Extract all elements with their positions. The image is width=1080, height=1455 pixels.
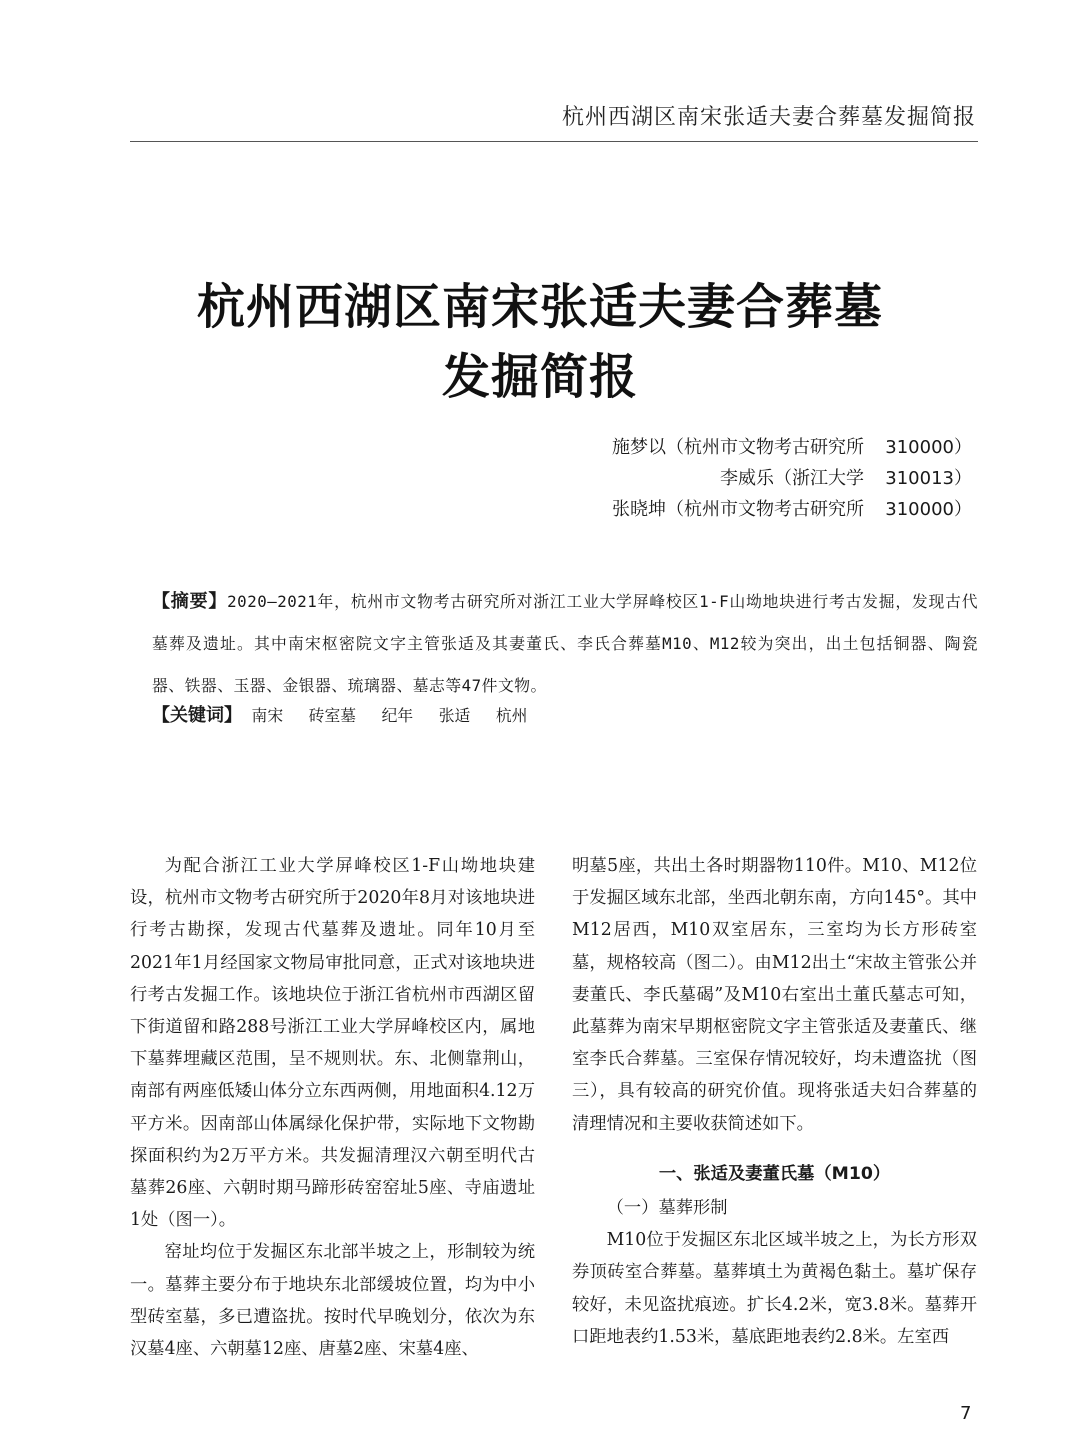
running-head: 杭州西湖区南宋张适夫妻合葬墓发掘简报: [561, 105, 976, 130]
subsection-heading: （一）墓葬形制: [606, 1198, 728, 1219]
author-affiliation: 杭州市文物考古研究所: [684, 499, 864, 520]
postal-code: 310013: [885, 468, 954, 489]
postal-code: 310000: [885, 437, 954, 458]
author-name: 施梦以: [612, 437, 666, 458]
keyword: 砖室墓: [308, 706, 357, 725]
author-line: 施梦以（杭州市文物考古研究所 310000）: [372, 432, 972, 463]
header-rule: [130, 141, 978, 142]
abstract-text: 2020—2021年，杭州市文物考古研究所对浙江工业大学屏峰校区1-F山坳地块进行考古发掘，发现古代墓葬及遗址。其中南宋枢密院文字主管张适及其妻董氏、李氏合葬墓M10、M12较为突出，出土包括铜器、陶瓷器、铁器、玉器、金银器、琉璃器、墓志等47件文物。: [152, 592, 978, 695]
title-line-1: 杭州西湖区南宋张适夫妻合葬墓: [196, 279, 883, 335]
body-column-right: [572, 850, 977, 1353]
keywords: [152, 695, 978, 737]
section-heading: 一、张适及妻董氏墓（M10）: [658, 1163, 891, 1184]
author-name: 李威乐: [720, 468, 774, 489]
author-name: 张晓坤: [612, 499, 666, 520]
keyword: 张适: [438, 706, 471, 725]
article-title: [0, 272, 1080, 412]
postal-code: 310000: [885, 499, 954, 520]
title-line-2: 发掘简报: [441, 349, 638, 405]
page-number: 7: [960, 1403, 972, 1424]
author-list: [372, 432, 972, 525]
author-line: 李威乐（浙江大学 310013）: [372, 463, 972, 494]
body-paragraph: 明墓5座，共出土各时期器物110件。M10、M12位于发掘区域东北部，坐西北朝东南，方向145°。其中M12居西，M10双室居东，三室均为长方形砖室墓，规格较高（图二）。由M12出土“宋故主管张公并妻董氏、李氏墓碣”及M10右室出土董氏墓志可知，此墓葬为南宋早期枢密院文字主管张适及妻董氏、继室李氏合葬墓。三室保存情况较好，均未遭盗扰（图三），具有较高的研究价值。现将张适夫妇合葬墓的清理情况和主要收获简述如下。: [572, 856, 977, 1134]
author-affiliation: 浙江大学: [792, 468, 864, 489]
body-paragraph: 为配合浙江工业大学屏峰校区1-F山坳地块建设，杭州市文物考古研究所于2020年8月对该地块进行考古勘探，发现古代墓葬及遗址。同年10月至2021年1月经国家文物局审批同意，正式对该地块进行考古发掘工作。该地块位于浙江省杭州市西湖区留下街道留和路288号浙江工业大学屏峰校区内，属地下墓葬埋藏区范围，呈不规则状。东、北侧靠荆山，南部有两座低矮山体分立东西两侧，用地面积4.12万平方米。因南部山体属绿化保护带，实际地下文物勘探面积约为2万平方米。共发掘清理汉六朝至明代古墓葬26座、六朝时期马蹄形砖窑窑址5座、寺庙遗址1处（图一）。: [130, 856, 535, 1231]
body-column-left: [130, 850, 535, 1365]
abstract-label: 【摘要】: [152, 591, 228, 612]
abstract: [152, 581, 978, 707]
keyword: 杭州: [495, 706, 528, 725]
keyword: 纪年: [381, 706, 414, 725]
body-paragraph: 窑址均位于发掘区东北部半坡之上，形制较为统一。墓葬主要分布于地块东北部缓坡位置，均为中小型砖室墓，多已遭盗扰。按时代早晚划分，依次为东汉墓4座、六朝墓12座、唐墓2座、宋墓4座、: [130, 1242, 535, 1360]
body-paragraph: M10位于发掘区东北区域半坡之上，为长方形双券顶砖室合葬墓。墓葬填土为黄褐色黏土。墓圹保存较好，未见盗扰痕迹。扩长4.2米，宽3.8米。墓葬开口距地表约1.53米，墓底距地表约2.8米。左室西: [572, 1230, 977, 1347]
keyword: 南宋: [251, 706, 284, 725]
author-affiliation: 杭州市文物考古研究所: [684, 437, 864, 458]
keywords-label: 【关键词】: [152, 705, 242, 726]
author-line: 张晓坤（杭州市文物考古研究所 310000）: [372, 494, 972, 525]
